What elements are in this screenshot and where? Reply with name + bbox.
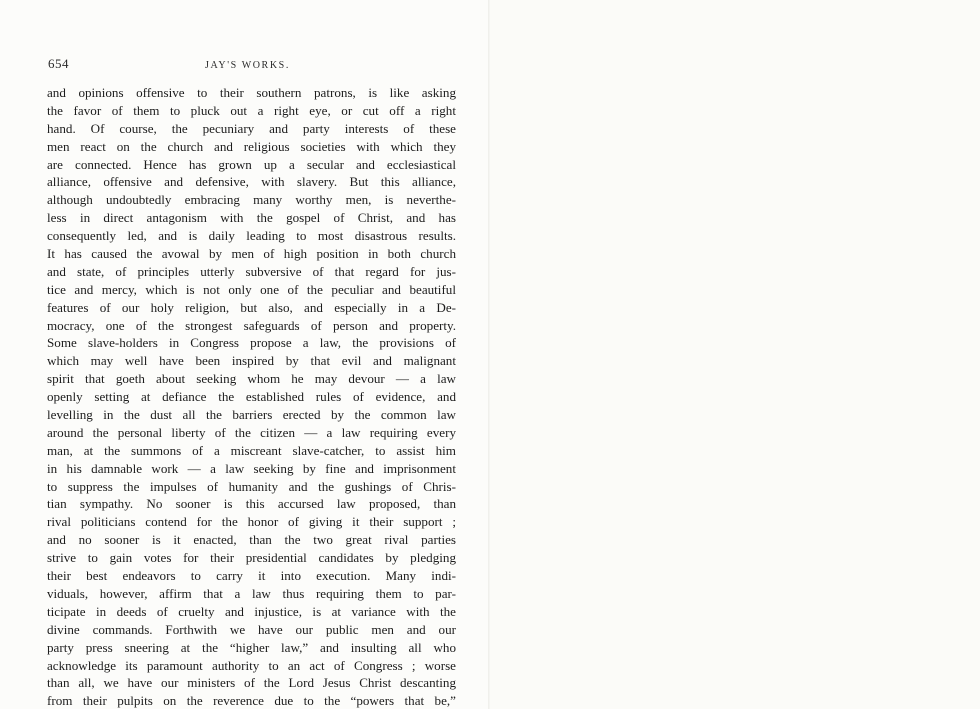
text-line: openly setting at defiance the established rules of evidence, and <box>47 389 456 405</box>
text-line: levelling in the dust all the barriers erected by the common law <box>47 407 456 423</box>
left-page-number: 654 <box>48 56 69 71</box>
text-line: Some slave-holders in Congress propose a law, the provisions of <box>47 335 456 351</box>
text-line: tice and mercy, which is not only one of the peculiar and beautiful <box>47 281 456 297</box>
text-line: the favor of them to pluck out a right eye, or cut off a right <box>47 102 456 118</box>
text-line: divine commands. Forthwith we have our public men and our <box>47 621 456 637</box>
left-text-column <box>47 84 456 709</box>
text-line: ticipate in deeds of cruelty and injustice, is at variance with the <box>47 603 456 619</box>
text-line: hand. Of course, the pecuniary and party interests of these <box>47 120 456 136</box>
right-page <box>490 0 980 709</box>
text-line: features of our holy religion, but also, and especially in a De- <box>47 299 456 315</box>
text-line: around the personal liberty of the citizen — a law requiring every <box>47 424 456 440</box>
text-line: man, at the summons of a miscreant slave-catcher, to assist him <box>47 442 456 458</box>
text-line: and no sooner is it enacted, than the two great rival parties <box>47 532 456 548</box>
text-line: and opinions offensive to their southern patrons, is like asking <box>47 85 456 100</box>
left-running-head: JAY'S WORKS. <box>205 60 290 71</box>
text-line: tian sympathy. No sooner is this accursed law proposed, than <box>47 496 456 512</box>
text-line: their best endeavors to carry it into execution. Many indi- <box>47 568 456 584</box>
text-line: It has caused the avowal by men of high position in both church <box>47 246 456 262</box>
text-line: strive to gain votes for their presidential candidates by pledging <box>47 550 456 566</box>
text-line: and state, of principles utterly subversive of that regard for jus- <box>47 263 456 279</box>
text-line: viduals, however, affirm that a law thus requiring them to par- <box>47 585 456 601</box>
text-line: although undoubtedly embracing many worthy men, is neverthe- <box>47 192 456 208</box>
text-line: spirit that goeth about seeking whom he may devour — a law <box>47 371 456 387</box>
text-line: consequently led, and is daily leading to most disastrous results. <box>47 228 456 244</box>
text-line: from their pulpits on the reverence due to the “powers that be,” <box>47 693 456 709</box>
text-line: in his damnable work — a law seeking by fine and imprisonment <box>47 460 456 476</box>
text-line: which may well have been inspired by that evil and malignant <box>47 353 456 369</box>
text-line: mocracy, one of the strongest safeguards of person and property. <box>47 317 456 333</box>
text-line: are connected. Hence has grown up a secular and ecclesiastical <box>47 156 456 172</box>
text-line: rival politicians contend for the honor of giving it their support ; <box>47 514 456 530</box>
text-line: than all, we have our ministers of the Lord Jesus Christ descanting <box>47 675 456 691</box>
text-line: acknowledge its paramount authority to an act of Congress ; worse <box>47 657 456 673</box>
text-line: party press sneering at the “higher law,” and insulting all who <box>47 639 456 655</box>
text-line: to suppress the impulses of humanity and the gushings of Chris- <box>47 478 456 494</box>
text-line: less in direct antagonism with the gospel of Christ, and has <box>47 210 456 226</box>
text-line: alliance, offensive and defensive, with slavery. But this alliance, <box>47 174 456 190</box>
text-line: men react on the church and religious societies with which they <box>47 138 456 154</box>
